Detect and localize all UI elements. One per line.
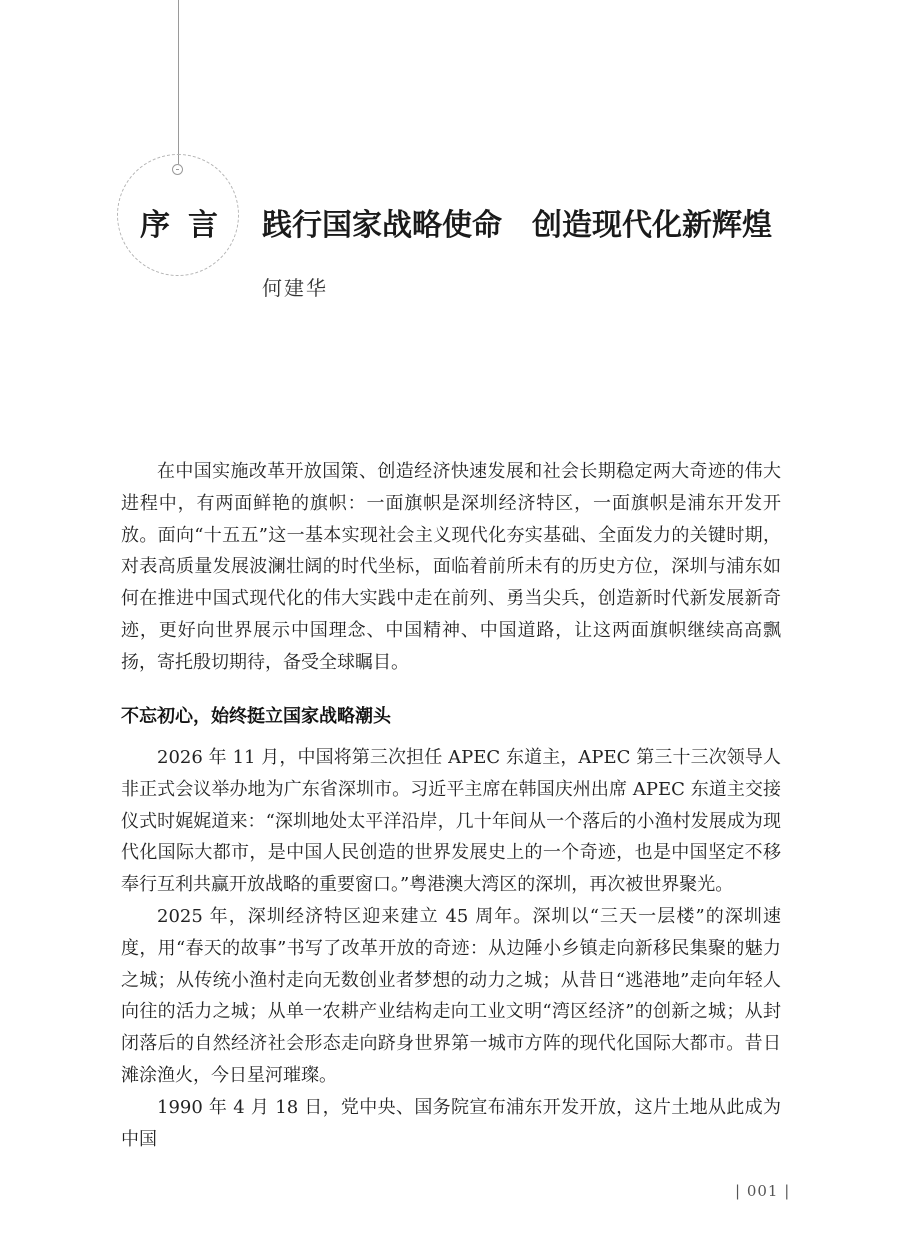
paragraph: 在中国实施改革开放国策、创造经济快速发展和社会长期稳定两大奇迹的伟大进程中，有两面鲜艳的旗帜：一面旗帜是深圳经济特区，一面旗帜是浦东开发开放。面向“十五五”这一基本实现社会主义现代化夯实基础、全面发力的关键时期，对表高质量发展波澜壮阔的时代坐标，面临着前所未有的历史方位，深圳与浦东如何在推进中国式现代化的伟大实践中走在前列、勇当尖兵，创造新时代新发展新奇迹，更好向世界展示中国理念、中国精神、中国道路，让这两面旗帜继续高高飘扬，寄托殷切期待，备受全球瞩目。 (121, 461, 781, 673)
chapter-title: 践行国家战略使命 创造现代化新辉煌 (262, 208, 772, 243)
paragraph: 1990 年 4 月 18 日，党中央、国务院宣布浦东开发开放，这片土地从此成为中国 (121, 1096, 781, 1150)
decorative-vertical-line (178, 0, 179, 164)
paragraph: 2026 年 11 月，中国将第三次担任 APEC 东道主，APEC 第三十三次领导人非正式会议举办地为广东省深圳市。习近平主席在韩国庆州出席 APEC 东道主交接仪式时娓娓道来：“深圳地处太平洋沿岸，几十年间从一个落后的小渔村发展成为现代化国际大都市，是中国人民创造的世界发展史上的一个奇迹，也是中国坚定不移奉行互利共赢开放战略的重要窗口。”粤港澳大湾区的深圳，再次被世界聚光。 (121, 747, 781, 896)
page-number: | 001 | (735, 1182, 791, 1200)
preface-label: 序言 (140, 208, 236, 243)
section-body (121, 742, 781, 1155)
author-name: 何建华 (262, 276, 328, 300)
decorative-node-icon (172, 164, 183, 175)
section-heading: 不忘初心，始终挺立国家战略潮头 (121, 706, 391, 727)
paragraph: 2025 年，深圳经济特区迎来建立 45 周年。深圳以“三天一层楼”的深圳速度，用“春天的故事”书写了改革开放的奇迹：从边陲小乡镇走向新移民集聚的魅力之城；从传统小渔村走向无数创业者梦想的动力之城；从昔日“逃港地”走向年轻人向往的活力之城；从单一农耕产业结构走向工业文明“湾区经济”的创新之城；从封闭落后的自然经济社会形态走向跻身世界第一城市方阵的现代化国际大都市。昔日滩涂渔火，今日星河璀璨。 (121, 905, 781, 1086)
intro-block (121, 456, 781, 679)
